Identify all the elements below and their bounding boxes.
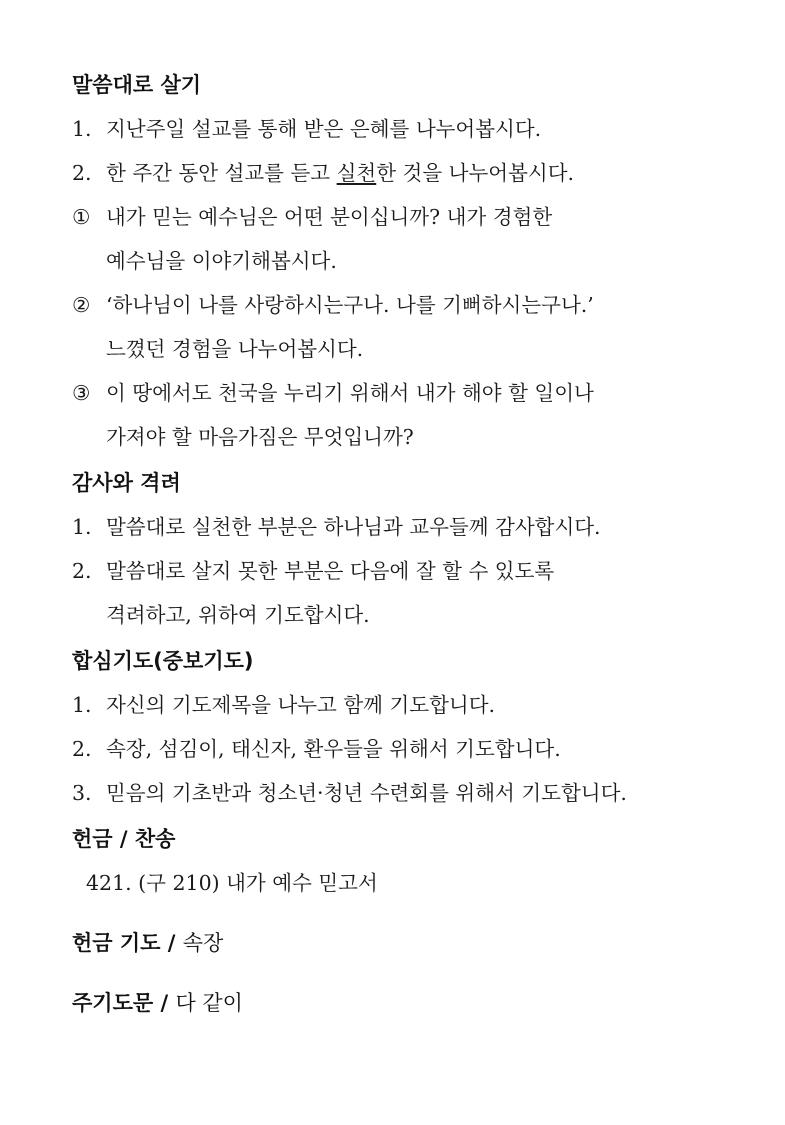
section-heading-offering: 헌금 / 찬송 xyxy=(72,827,176,851)
item-number: 2. xyxy=(72,737,92,761)
heading-label: 헌금 기도 / xyxy=(72,931,183,955)
list-item xyxy=(72,734,732,764)
item-number: 1. xyxy=(72,515,92,539)
item-text: 말씀대로 실천한 부분은 하나님과 교우들께 감사합시다. xyxy=(106,515,601,539)
section-heading-lords-prayer xyxy=(72,988,732,1018)
item-number: 1. xyxy=(72,117,92,141)
item-number: ② xyxy=(72,293,91,317)
hymn-line: 421. (구 210) 내가 예수 믿고서 xyxy=(86,871,378,895)
item-text: 내가 믿는 예수님은 어떤 분이십니까? 내가 경험한 xyxy=(106,205,553,229)
list-item xyxy=(72,114,732,144)
item-number: 3. xyxy=(72,781,92,805)
item-text: 한 주간 동안 설교를 듣고 xyxy=(106,161,337,185)
item-number: 2. xyxy=(72,559,92,583)
list-item xyxy=(72,290,732,320)
underlined-word: 실천 xyxy=(336,161,377,185)
document-page xyxy=(72,70,732,1018)
item-text: 한 것을 나누어봅시다. xyxy=(376,161,575,185)
list-item xyxy=(72,378,732,408)
list-item xyxy=(72,778,732,808)
list-item xyxy=(72,202,732,232)
item-text: 이 땅에서도 천국을 누리기 위해서 내가 해야 할 일이나 xyxy=(106,381,594,405)
list-item xyxy=(72,158,732,188)
item-continuation: 가져야 할 마음가짐은 무엇입니까? xyxy=(106,425,414,449)
item-text: ‘하나님이 나를 사랑하시는구나. 나를 기뻐하시는구나.’ xyxy=(106,293,594,317)
item-text: 자신의 기도제목을 나누고 함께 기도합니다. xyxy=(106,693,496,717)
section-heading-thanks: 감사와 격려 xyxy=(72,471,181,495)
item-number: ③ xyxy=(72,381,91,405)
item-number: 1. xyxy=(72,693,92,717)
item-text: 믿음의 기초반과 청소년·청년 수련회를 위해서 기도합니다. xyxy=(106,781,627,805)
item-continuation: 격려하고, 위하여 기도합시다. xyxy=(106,603,370,627)
item-continuation: 느꼈던 경험을 나누어봅시다. xyxy=(106,337,364,361)
item-text: 말씀대로 살지 못한 부분은 다음에 잘 할 수 있도록 xyxy=(106,559,555,583)
section-heading-prayer: 합심기도(중보기도) xyxy=(72,649,254,673)
leader-name: 속장 xyxy=(182,931,224,955)
item-number: ① xyxy=(72,205,91,229)
item-text: 지난주일 설교를 통해 받은 은혜를 나누어봅시다. xyxy=(106,117,542,141)
section-heading-live-word: 말씀대로 살기 xyxy=(72,73,202,97)
list-item xyxy=(72,690,732,720)
section-heading-offering-prayer xyxy=(72,928,732,958)
list-item xyxy=(72,556,732,586)
item-text: 속장, 섬김이, 태신자, 환우들을 위해서 기도합니다. xyxy=(106,737,561,761)
item-number: 2. xyxy=(72,161,92,185)
heading-label: 주기도문 / xyxy=(72,991,176,1015)
item-continuation: 예수님을 이야기해봅시다. xyxy=(106,249,337,273)
list-item xyxy=(72,512,732,542)
leader-name: 다 같이 xyxy=(175,991,243,1015)
